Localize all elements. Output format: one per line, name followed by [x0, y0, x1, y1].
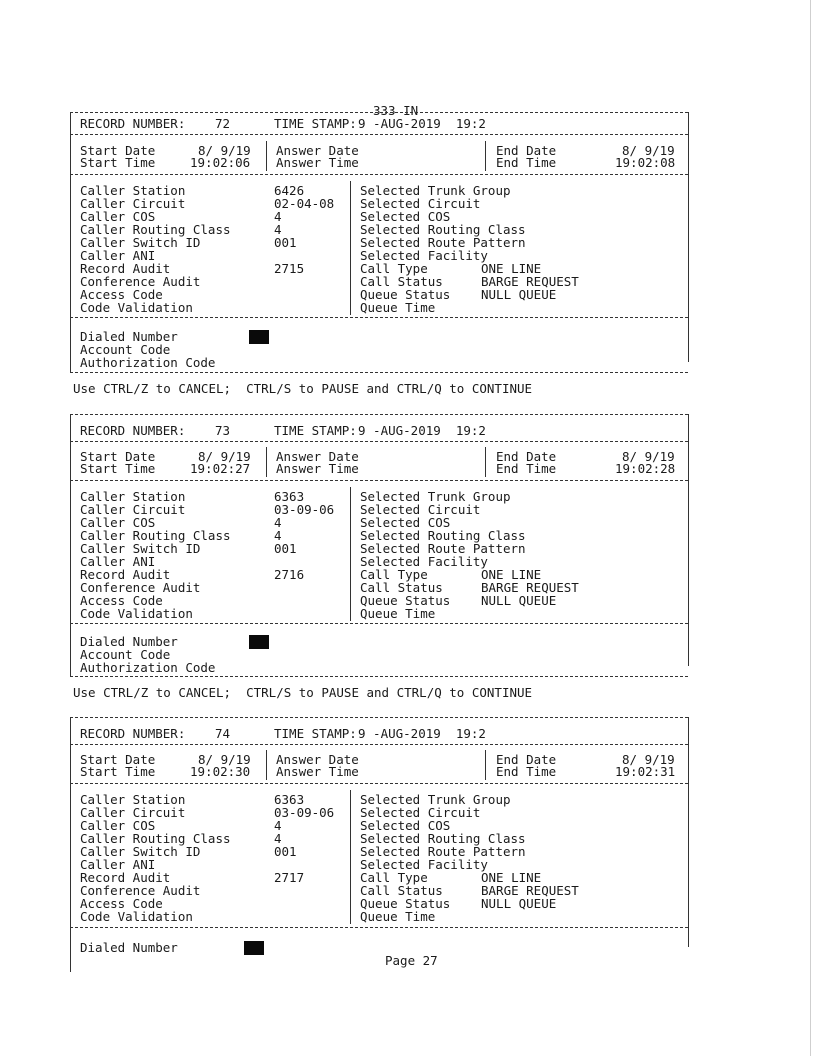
caller-circuit-label: Caller Circuit	[80, 196, 186, 211]
end-date-value: 8/ 9/19	[622, 143, 675, 158]
time-stamp-value: 9 -AUG-2019 19:2	[358, 726, 486, 741]
time-stamp-label: TIME STAMP:	[274, 116, 357, 131]
selected-cos-label: Selected COS	[360, 515, 451, 530]
selected-trunk-group-label: Selected Trunk Group	[360, 792, 511, 807]
selected-route-pattern-label: Selected Route Pattern	[360, 541, 526, 556]
redaction-block	[249, 635, 269, 649]
end-time-label: End Time	[496, 461, 557, 476]
caller-routing-class-label: Caller Routing Class	[80, 831, 231, 846]
caller-switch-id-value: 001	[274, 541, 297, 556]
code-validation-label: Code Validation	[80, 909, 193, 924]
divider	[350, 790, 351, 924]
selected-circuit-label: Selected Circuit	[360, 196, 481, 211]
answer-time-label: Answer Time	[276, 461, 359, 476]
selected-facility-label: Selected Facility	[360, 554, 488, 569]
call-status-value: BARGE REQUEST	[481, 883, 579, 898]
rule	[70, 317, 688, 318]
divider	[350, 487, 351, 621]
caller-switch-id-label: Caller Switch ID	[80, 235, 201, 250]
start-date-value: 8/ 9/19	[198, 449, 251, 464]
caller-station-label: Caller Station	[80, 489, 186, 504]
record-audit-label: Record Audit	[80, 870, 171, 885]
time-stamp-value: 9 -AUG-2019 19:2	[358, 423, 486, 438]
dialed-number-label: Dialed Number	[80, 329, 178, 344]
rule	[70, 783, 688, 784]
selected-routing-class-label: Selected Routing Class	[360, 831, 526, 846]
start-date-label: Start Date	[80, 449, 156, 464]
page-number: Page 27	[385, 953, 438, 968]
queue-time-label: Queue Time	[360, 909, 436, 924]
record-audit-value: 2717	[274, 870, 305, 885]
caller-station-value: 6363	[274, 489, 305, 504]
rule	[70, 134, 688, 135]
caller-cos-value: 4	[274, 209, 282, 224]
scan-edge	[810, 0, 811, 1056]
call-type-value: ONE LINE	[481, 870, 542, 885]
start-date-value: 8/ 9/19	[198, 143, 251, 158]
end-time-value: 19:02:28	[615, 461, 676, 476]
extension-header: 333 IN	[373, 103, 419, 118]
record-top-rule	[70, 414, 688, 415]
divider	[485, 447, 486, 477]
queue-time-label: Queue Time	[360, 606, 436, 621]
record-audit-label: Record Audit	[80, 261, 171, 276]
end-time-value: 19:02:31	[615, 764, 676, 779]
caller-routing-class-value: 4	[274, 222, 282, 237]
keyboard-instruction: Use CTRL/Z to CANCEL; CTRL/S to PAUSE and CTRL/Q to CONTINUE	[73, 381, 533, 396]
conference-audit-label: Conference Audit	[80, 274, 201, 289]
record-top-rule	[70, 112, 688, 113]
selected-trunk-group-label: Selected Trunk Group	[360, 183, 511, 198]
record-right-border	[688, 112, 689, 362]
call-type-label: Call Type	[360, 261, 428, 276]
caller-switch-id-label: Caller Switch ID	[80, 541, 201, 556]
record-number-label: RECORD NUMBER:	[80, 423, 186, 438]
answer-date-label: Answer Date	[276, 143, 359, 158]
dialed-number-label: Dialed Number	[80, 940, 178, 955]
rule	[70, 480, 688, 481]
selected-facility-label: Selected Facility	[360, 248, 488, 263]
caller-circuit-value: 03-09-06	[274, 805, 335, 820]
call-type-value: ONE LINE	[481, 567, 542, 582]
caller-switch-id-value: 001	[274, 844, 297, 859]
divider	[266, 141, 267, 171]
selected-route-pattern-label: Selected Route Pattern	[360, 235, 526, 250]
selected-circuit-label: Selected Circuit	[360, 502, 481, 517]
caller-routing-class-value: 4	[274, 528, 282, 543]
caller-station-value: 6426	[274, 183, 305, 198]
caller-circuit-label: Caller Circuit	[80, 805, 186, 820]
time-stamp-label: TIME STAMP:	[274, 423, 357, 438]
authorization-code-label: Authorization Code	[80, 355, 216, 370]
queue-time-label: Queue Time	[360, 300, 436, 315]
call-status-value: BARGE REQUEST	[481, 274, 579, 289]
start-time-label: Start Time	[80, 461, 156, 476]
start-time-label: Start Time	[80, 764, 156, 779]
end-time-label: End Time	[496, 155, 557, 170]
dialed-number-label: Dialed Number	[80, 634, 178, 649]
start-time-value: 19:02:06	[190, 155, 251, 170]
redaction-block	[249, 330, 269, 344]
record-number-value: 73	[215, 423, 231, 438]
rule	[70, 744, 688, 745]
rule	[70, 676, 688, 677]
conference-audit-label: Conference Audit	[80, 580, 201, 595]
end-date-value: 8/ 9/19	[622, 752, 675, 767]
caller-cos-label: Caller COS	[80, 818, 156, 833]
call-status-label: Call Status	[360, 274, 443, 289]
record-audit-label: Record Audit	[80, 567, 171, 582]
time-stamp-label: TIME STAMP:	[274, 726, 357, 741]
record-left-border	[70, 414, 71, 676]
record-right-border	[688, 717, 689, 947]
call-type-label: Call Type	[360, 870, 428, 885]
call-type-label: Call Type	[360, 567, 428, 582]
selected-routing-class-label: Selected Routing Class	[360, 528, 526, 543]
caller-switch-id-label: Caller Switch ID	[80, 844, 201, 859]
record-audit-value: 2716	[274, 567, 305, 582]
start-date-value: 8/ 9/19	[198, 752, 251, 767]
rule	[70, 174, 688, 175]
caller-cos-value: 4	[274, 818, 282, 833]
record-audit-value: 2715	[274, 261, 305, 276]
record-number-label: RECORD NUMBER:	[80, 726, 186, 741]
record-number-label: RECORD NUMBER:	[80, 116, 186, 131]
answer-date-label: Answer Date	[276, 752, 359, 767]
record-left-border	[70, 112, 71, 372]
access-code-label: Access Code	[80, 593, 163, 608]
redaction-block	[244, 941, 264, 955]
record-left-border	[70, 717, 71, 972]
account-code-label: Account Code	[80, 342, 171, 357]
record-number-value: 72	[215, 116, 231, 131]
rule	[70, 372, 688, 373]
selected-circuit-label: Selected Circuit	[360, 805, 481, 820]
caller-station-label: Caller Station	[80, 792, 186, 807]
caller-cos-value: 4	[274, 515, 282, 530]
divider	[266, 750, 267, 780]
call-status-label: Call Status	[360, 580, 443, 595]
divider	[266, 447, 267, 477]
queue-status-label: Queue Status	[360, 896, 451, 911]
caller-ani-label: Caller ANI	[80, 857, 156, 872]
call-status-label: Call Status	[360, 883, 443, 898]
account-code-label: Account Code	[80, 647, 171, 662]
caller-station-label: Caller Station	[80, 183, 186, 198]
selected-trunk-group-label: Selected Trunk Group	[360, 489, 511, 504]
start-time-label: Start Time	[80, 155, 156, 170]
caller-circuit-label: Caller Circuit	[80, 502, 186, 517]
selected-routing-class-label: Selected Routing Class	[360, 222, 526, 237]
conference-audit-label: Conference Audit	[80, 883, 201, 898]
caller-routing-class-label: Caller Routing Class	[80, 528, 231, 543]
divider	[350, 181, 351, 315]
selected-cos-label: Selected COS	[360, 209, 451, 224]
queue-status-label: Queue Status	[360, 593, 451, 608]
call-status-value: BARGE REQUEST	[481, 580, 579, 595]
end-time-label: End Time	[496, 764, 557, 779]
authorization-code-label: Authorization Code	[80, 660, 216, 675]
access-code-label: Access Code	[80, 896, 163, 911]
answer-time-label: Answer Time	[276, 155, 359, 170]
end-date-label: End Date	[496, 752, 557, 767]
divider	[485, 141, 486, 171]
selected-cos-label: Selected COS	[360, 818, 451, 833]
start-date-label: Start Date	[80, 143, 156, 158]
divider	[485, 750, 486, 780]
start-date-label: Start Date	[80, 752, 156, 767]
call-type-value: ONE LINE	[481, 261, 542, 276]
keyboard-instruction: Use CTRL/Z to CANCEL; CTRL/S to PAUSE and CTRL/Q to CONTINUE	[73, 685, 533, 700]
start-time-value: 19:02:30	[190, 764, 251, 779]
caller-circuit-value: 03-09-06	[274, 502, 335, 517]
record-top-rule	[70, 717, 688, 718]
end-date-value: 8/ 9/19	[622, 449, 675, 464]
queue-status-value: NULL QUEUE	[481, 896, 557, 911]
selected-route-pattern-label: Selected Route Pattern	[360, 844, 526, 859]
rule	[70, 927, 688, 928]
caller-cos-label: Caller COS	[80, 515, 156, 530]
rule	[70, 623, 688, 624]
record-right-border	[688, 414, 689, 666]
caller-switch-id-value: 001	[274, 235, 297, 250]
answer-date-label: Answer Date	[276, 449, 359, 464]
answer-time-label: Answer Time	[276, 764, 359, 779]
code-validation-label: Code Validation	[80, 606, 193, 621]
queue-status-label: Queue Status	[360, 287, 451, 302]
start-time-value: 19:02:27	[190, 461, 251, 476]
time-stamp-value: 9 -AUG-2019 19:2	[358, 116, 486, 131]
record-number-value: 74	[215, 726, 231, 741]
caller-station-value: 6363	[274, 792, 305, 807]
caller-ani-label: Caller ANI	[80, 248, 156, 263]
caller-routing-class-value: 4	[274, 831, 282, 846]
end-date-label: End Date	[496, 449, 557, 464]
queue-status-value: NULL QUEUE	[481, 287, 557, 302]
caller-routing-class-label: Caller Routing Class	[80, 222, 231, 237]
caller-ani-label: Caller ANI	[80, 554, 156, 569]
caller-cos-label: Caller COS	[80, 209, 156, 224]
queue-status-value: NULL QUEUE	[481, 593, 557, 608]
code-validation-label: Code Validation	[80, 300, 193, 315]
selected-facility-label: Selected Facility	[360, 857, 488, 872]
access-code-label: Access Code	[80, 287, 163, 302]
end-time-value: 19:02:08	[615, 155, 676, 170]
caller-circuit-value: 02-04-08	[274, 196, 335, 211]
rule	[70, 441, 688, 442]
end-date-label: End Date	[496, 143, 557, 158]
